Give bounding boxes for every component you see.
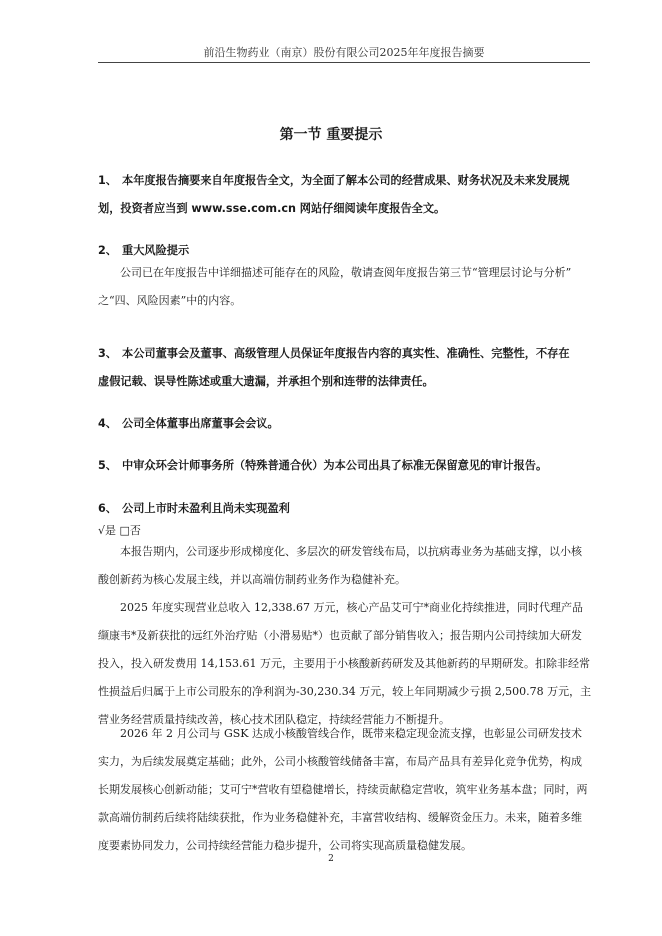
item-title: 公司全体董事出席董事会会议。 xyxy=(122,417,279,430)
item-5 xyxy=(98,452,590,480)
item-number: 1、 xyxy=(98,174,117,187)
item-text-line1: 本公司董事会及董事、高级管理人员保证年度报告内容的真实性、准确性、完整性，不存在 xyxy=(122,347,570,360)
item-3 xyxy=(98,340,590,368)
risk-body-line1: 公司已在年度报告中详细描述可能存在的风险，敬请查阅年度报告第三节“管理层讨论与分析” xyxy=(120,266,572,279)
item-2 xyxy=(98,237,590,265)
item-3-line2: 虚假记载、误导性陈述或重大遗漏，并承担个别和连带的法律责任。 xyxy=(98,375,434,388)
page-number: 2 xyxy=(328,854,334,864)
item-title: 公司上市时未盈利且尚未实现盈利 xyxy=(122,502,290,515)
item-number: 5、 xyxy=(98,459,117,472)
item-number: 6、 xyxy=(98,502,117,515)
page-header: 前沿生物药业（南京）股份有限公司2025年年度报告摘要 xyxy=(203,46,485,59)
item-number: 2、 xyxy=(98,244,117,257)
item-text-line1: 本年度报告摘要来自年度报告全文，为全面了解本公司的经营成果、财务状况及未来发展规 xyxy=(122,174,570,187)
paragraph-2: 2025 年度实现营业总收入 12,338.67 万元，核心产品艾可宁*商业化持续推进，同时代理产品缬康韦*及新获批的远红外治疗贴（小滑易贴*）也贡献了部分销售收入；报告期内公司持续加大研发投入，投入研发费用 14,153.61 万元，主要用于小核酸新药研发及其他新药的早期研发。扣除非经常性损益后归属于上市公司股东的净利润为-30,230.34 万元，较上年同期减少亏损 2,500.78 万元，主营业务经营质量持续改善，核心技术团队稳定，持续经营能力不断提升。 xyxy=(98,601,592,726)
item-title: 重大风险提示 xyxy=(122,244,190,257)
paragraph-1: 本报告期内，公司逐步形成梯度化、多层次的研发管线布局，以抗病毒业务为基础支撑，以小核酸创新药为核心发展主线，并以高端仿制药业务作为稳健补充。 xyxy=(98,545,582,586)
paragraph-3: 2026 年 2 月公司与 GSK 达成小核酸管线合作，既带来稳定现金流支撑，也彰显公司研发技术实力，为后续发展奠定基础；此外，公司小核酸管线储备丰富，布局产品具有差异化竞争优势，构成长期发展核心创新动能；艾可宁*营收有望稳健增长，持续贡献稳定营收，筑牢业务基本盘；同时，两款高端仿制药后续将陆续获批，作为业务稳健补充，丰富营收结构、缓解资金压力。未来，随着多维度要素协同发力，公司持续经营能力稳步提升，公司将实现高质量稳健发展。 xyxy=(98,727,588,852)
profit-checkbox-line: √是 □否 xyxy=(98,524,141,537)
item-1-line2: 划，投资者应当到 www.sse.com.cn 网站仔细阅读年度报告全文。 xyxy=(98,202,446,215)
item-number: 4、 xyxy=(98,417,117,430)
section-title: 第一节 重要提示 xyxy=(279,127,383,143)
item-1 xyxy=(98,167,590,195)
item-4 xyxy=(98,410,590,438)
item-title: 中审众环会计师事务所（特殊普通合伙）为本公司出具了标准无保留意见的审计报告。 xyxy=(122,459,548,472)
risk-body-line2: 之“四、风险因素”中的内容。 xyxy=(98,294,242,307)
item-6 xyxy=(98,495,590,523)
header-rule xyxy=(98,62,590,63)
item-number: 3、 xyxy=(98,347,117,360)
